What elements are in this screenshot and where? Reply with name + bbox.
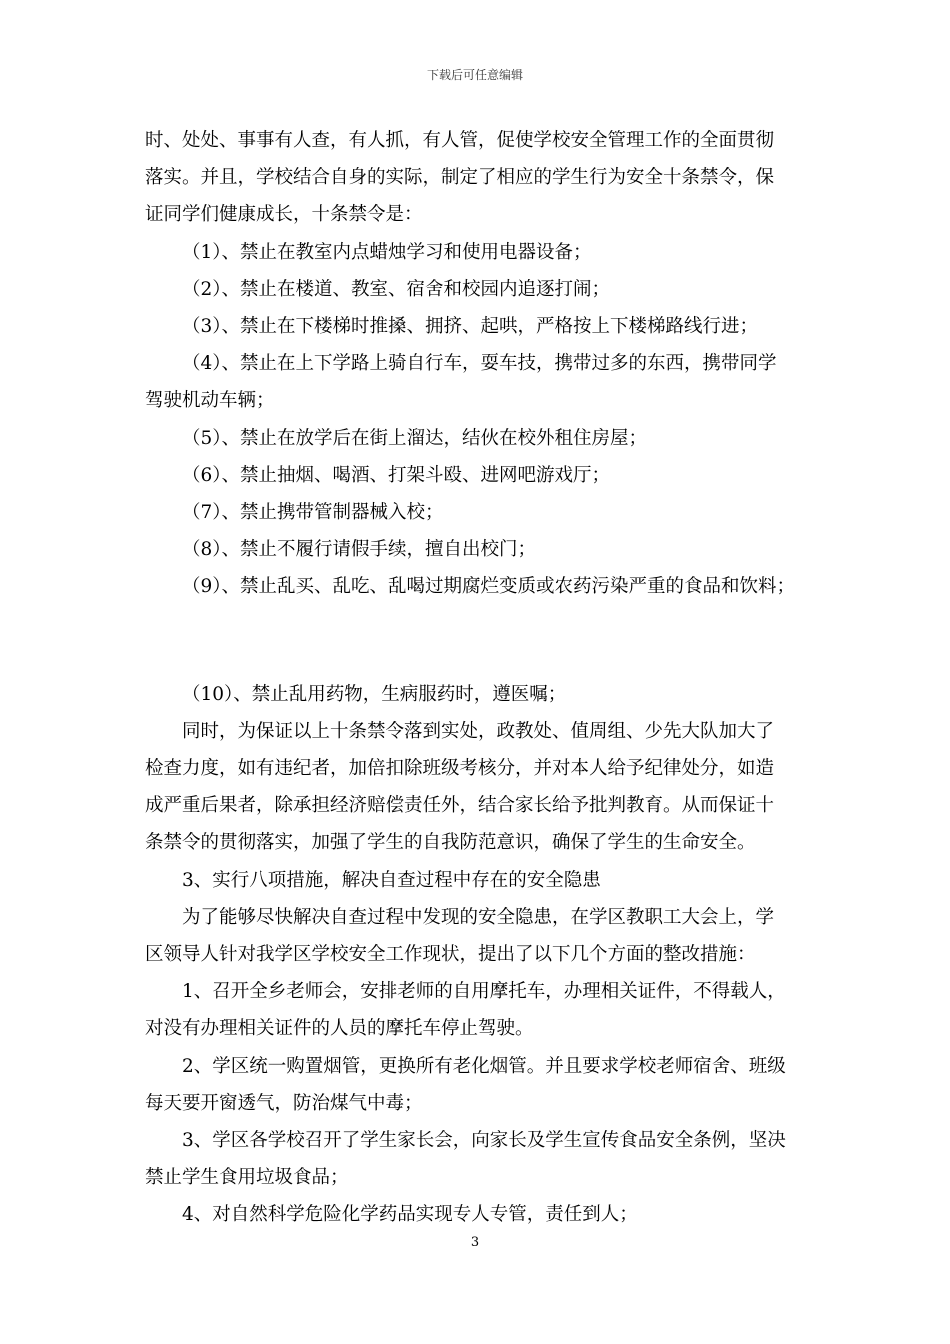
text-line: （10）、禁止乱用药物，生病服药时，遵医嘱； bbox=[182, 683, 567, 705]
blank-line bbox=[145, 622, 815, 660]
page-header: 下载后可任意编辑 bbox=[426, 68, 523, 82]
text-line: 同时，为保证以上十条禁令落到实处，政教处、值周组、少先大队加大了 bbox=[182, 720, 775, 742]
text-line: （7）、禁止携带管制器械入校； bbox=[182, 502, 444, 524]
text-line: 2、学区统一购置烟管，更换所有老化烟管。并且要求学校老师宿舍、班级 bbox=[182, 1055, 786, 1077]
text-line: （2）、禁止在楼道、教室、宿舍和校园内追逐打闹； bbox=[182, 278, 611, 300]
text-line: （5）、禁止在放学后在街上溜达，结伙在校外租住房屋； bbox=[182, 427, 648, 449]
text-line: （8）、禁止不履行请假手续，擅自出校门； bbox=[182, 539, 537, 561]
text-line: 检查力度，如有违纪者，加倍扣除班级考核分，并对本人给予纪律处分，如造 bbox=[145, 758, 775, 780]
text-line: （3）、禁止在下楼梯时推搡、拥挤、起哄，严格按上下楼梯路线行进； bbox=[182, 316, 759, 338]
text-line: （9）、禁止乱买、乱吃、乱喝过期腐烂变质或农药污染严重的食品和饮料； bbox=[182, 576, 796, 598]
text-line: 区领导人针对我学区学校安全工作现状，提出了以下几个方面的整改措施： bbox=[145, 944, 756, 966]
text-line: （4）、禁止在上下学路上骑自行车，耍车技，携带过多的东西，携带同学 bbox=[182, 353, 777, 375]
text-line: （6）、禁止抽烟、喝酒、打架斗殴、进网吧游戏厅； bbox=[182, 464, 611, 486]
text-line: 为了能够尽快解决自查过程中发现的安全隐患，在学区教职工大会上，学 bbox=[182, 906, 775, 928]
text-line: 证同学们健康成长，十条禁令是： bbox=[145, 204, 423, 226]
text-line: 4、对自然科学危险化学药品实现专人专管，责任到人； bbox=[182, 1204, 638, 1226]
text-line: 成严重后果者，除承担经济赔偿责任外，结合家长给予批判教育。从而保证十 bbox=[145, 795, 775, 817]
text-line: 禁止学生食用垃圾食品； bbox=[145, 1167, 349, 1189]
text-line: 对没有办理相关证件的人员的摩托车停止驾驶。 bbox=[145, 1018, 534, 1040]
text-line: 3、学区各学校召开了学生家长会，向家长及学生宣传食品安全条例，坚决 bbox=[182, 1130, 786, 1152]
text-line: 1、召开全乡老师会，安排老师的自用摩托车，办理相关证件，不得载人， bbox=[182, 981, 786, 1003]
text-line: （1）、禁止在教室内点蜡烛学习和使用电器设备； bbox=[182, 241, 592, 263]
text-line: 驾驶机动车辆； bbox=[145, 390, 275, 412]
document-body bbox=[145, 122, 815, 1234]
text-line: 时、处处、事事有人查，有人抓，有人管，促使学校安全管理工作的全面贯彻 bbox=[145, 130, 775, 151]
page-number: 3 bbox=[470, 1235, 480, 1250]
text-line: 落实。并且，学校结合自身的实际，制定了相应的学生行为安全十条禁令，保 bbox=[145, 167, 775, 189]
text-line: 条禁令的贯彻落实，加强了学生的自我防范意识，确保了学生的生命安全。 bbox=[145, 832, 756, 854]
text-line: 3、实行八项措施，解决自查过程中存在的安全隐患 bbox=[182, 869, 601, 891]
text-line: 每天要开窗透气，防治煤气中毒； bbox=[145, 1092, 423, 1114]
